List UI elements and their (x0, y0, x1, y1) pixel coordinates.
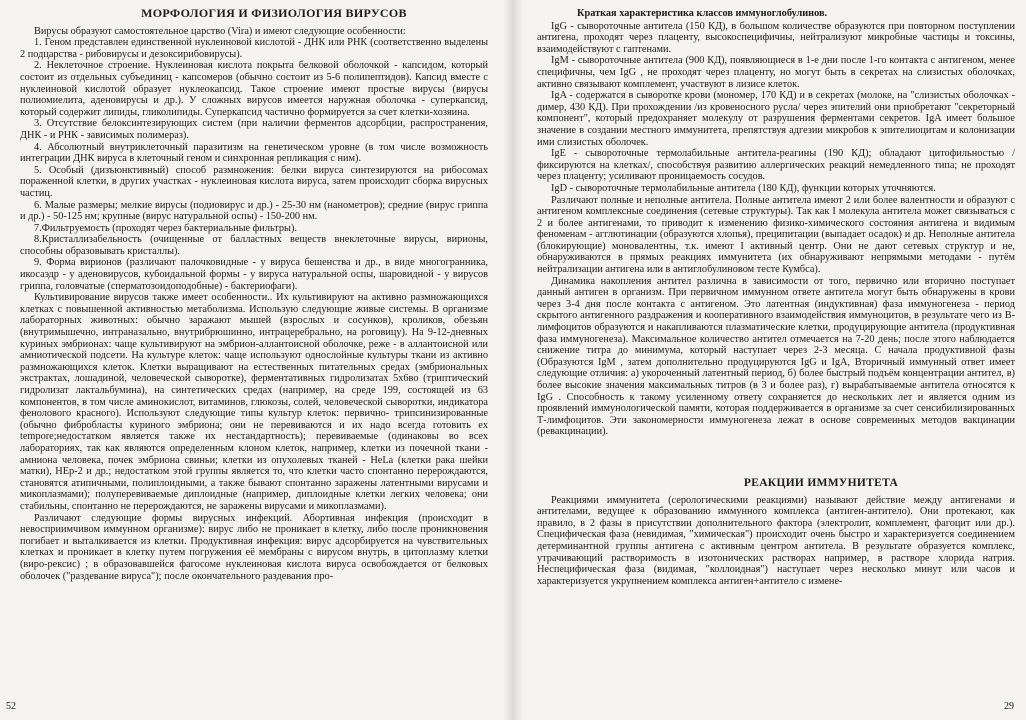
paragraph: Вирусы образуют самостоятельное царство (Vira) и имеют следующие особенности: (34, 25, 406, 37)
paragraph: 9. Форма вирионов (различают палочковидные - у вируса бешенства и др., в виде многогранника, икосаэдр - у аденовирусов, кубоидальной формы - у вируса натуральной оспы, шаровидной - у вирусов гриппа, головчатые (сперматозоидоподобные) - бактериофаги). (20, 257, 488, 292)
paragraph: 5. Особый (дизъюнктивный) способ размножения: белки вируса синтезируются на рибосомах пораженной клетки, в других участках - нуклеиновая кислота вируса, затем происходит сборка вирусных частиц. (20, 164, 488, 199)
paragraph: IgG - сывороточные антитела (150 КД), в большом количестве образуются при повторном поступлении антигена, проходят через плаценту, высокоспецифичны, нейтрализуют микробные частицы и токсины, взаимодействуют с гаптенами. (537, 20, 1015, 55)
paragraph: IgD - сывороточные термолабильные антитела (180 КД), функции которых уточняются. (551, 182, 936, 194)
paragraph: 4. Абсолютный внутриклеточный паразитизм на генетическом уровне (в том числе возможность интеграции ДНК вируса в клеточный геном и синхронная репликация с ним). (20, 141, 488, 165)
paragraph: Культивирование вирусов также имеет особенности.. Их культивируют на активно размножающихся клетках с повышенной активностью метаболизма. Использую следующие живые системы. В организме лабораторных животных: обычно заражают мышей (взрослых и сосунков), кроликов, обезьян (внутримышечно, интраназально, внутрибрюшинно, интрацеребрально, на роговицу). На 9-12-дневных куриных эмбрионах: чаще культивируют на эмбрион-аллантоисной оболочке, реже - в аллантоисной или амниотической подсети. На культуре клеток: чаще используют однослойные культуры ткани из активно размножающихся клеток. Клетки выращивают на естественных питательных средах (эмбриональных экстрактах, лошадиной, человеческой сыворотке), ферментативных гидролизатах 5х6во (триптический гидролизат лактальбумина), на синтетических средах (например, на среде 199, состоящей из 63 компонентов, в том числе аминокислот, витаминов, глюкозы, солей, человеческой сыворотки, индикатора фенолового красного). Используют следующие типы культур клеток: первично- трипсинизированные (обычно фибробласты куриного эмбриона; они не перевиваются и их надо всегда готовить ex tempore;недостатком является также их нестандартность); перевиваемые (одинаковы во всех лабораториях, так как являются определенным клоном клеток, например, клетки из почечной ткани - амниона человека, почек эмбриона свиньи; клетки из опухолевых тканей - HeLa (клетки рака шейки матки), HEp-2 и др.; недостатком этой группы является то, что клетки часто спонтанно перерождаются, становятся атипичными, полиплоидными, а также бывают спонтанно заражены латентными вирусами и микоплазмами); полуперевиваемые диплоидные (например, диплоидные клетки легких человека; они стабильны, спонтанно не перерождаются, не заражены вирусами и микоплазмами). (20, 292, 488, 512)
page-number: 29 (1004, 701, 1014, 712)
section-title: РЕАКЦИИ ИММУНИТЕТА (743, 476, 899, 489)
paragraph: IgM - сывороточные антитела (900 КД), появляющиеся в 1-е дни после 1-го контакта с антигеном, менее специфичны, чем IgG , не проходят через плаценту, но могут быть в секретах на слизистых оболочках, активно связывают комплемент, участвуют в лизисе клеток. (537, 55, 1015, 90)
paragraph: Реакциями иммунитета (серологическими реакциями) называют действие между антигенами и антителами, ведущее к образованию иммунного комплекса (антиген-антитело). Они протекают, как правило, в 2 фазы в присутствии дополнительного фактора (электролит, комплемент, фагоцит или др.). Специфическая фаза (невидимая, "химическая") происходит очень быстро и характеризуется соединением детерминантной группы антигена с активным центром антитела. В результате образуется комплекс, утрачивающий растворимость в изотонических растворах например, в растворе хлорида натрия. Неспецифическая фаза (видимая, "коллоидная") наступает через несколько минут или часов и характеризуется укрупнением комплекса антиген+антитело с измене- (537, 494, 1015, 587)
paragraph: 3. Отсутствие белоксинтезирующих систем (при наличии ферментов адсорбции, распространения, ДНК - и РНК - зависимых полимераз). (20, 118, 488, 141)
paragraph: 2. Неклеточное строение. Нуклеиновая кислота покрыта белковой оболочкой - капсидом, который состоит из отдельных субъединиц - капсомеров (обычно состоит из 5-6 полипептидов). Капсид вместе с нуклеиновой кислотой образует нуклеокапсид. Такое строение имеют простые вирусы (вирусы полиомиелита, аденовирусы и др.). У сложных вирусов имеется наружная оболочка - суперкапсид, который содержит липиды, гликолипиды. Суперкапсид частично формируется за счет клетки-хозяина. (20, 60, 488, 118)
chapter-title: МОРФОЛОГИЯ И ФИЗИОЛОГИЯ ВИРУСОВ (141, 6, 407, 20)
paragraph: 1. Геном представлен единственной нуклеиновой кислотой - ДНК или РНК (соответственно выделены 2 подцарства - рибовирусы и дезоксирибовирусы). (20, 37, 488, 60)
section-subheading: Краткая характеристика классов иммуноглобулинов. (577, 8, 828, 19)
paragraph: Различают полные и неполные антитела. Полные антитела имеют 2 или более валентности и образуют с антигеном комплексные соединения (сетевые структуры). Так как I молекула антитела может связываться с 2 и более антигенами, то приводит к изменению физико-химического состояния антигена и видимым феноменам - агглютинации (образуются хлопья), преципитации (выпадает осадок) и др. Неполные антитела (блокирующие) моновалентны, т.к. имеют I активный центр. Они не дают сетевых структур и не, обнаруживаются в прямых реакциях иммунитета (их обнаруживают непрямыми методами - путём нейтрализации антигена или в антиглобулиновом тесте Кумбса). (537, 194, 1015, 276)
paragraph: 6. Малые размеры; мелкие вирусы (подиовирус и др.) - 25-30 нм (нанометров); средние (вирус гриппа и др.) - 50-125 нм; крупные (вирус натуральной оспы) - 150-200 нм. (20, 199, 488, 223)
left-text-column (20, 8, 488, 582)
page-number: 52 (6, 701, 16, 712)
right-page (513, 0, 1026, 720)
paragraph: Динамика накопления антител различна в зависимости от того, первично или вторично поступает данный антиген в организм. При первичном иммунном ответе антитела могут быть обнаружены в крови через 3-4 дня после контакта с антигеном. Это латентная (индуктивная) фаза иммуногенеза - период скрытого антигенного раздражения и кооперативного взаимодействия иммуноцитов, в результате чего из В-лимфоцитов образуются и накапливаются плазматические клетки, продуцирующие антитела (продуктивная фаза иммуногенеза). Максимальное количество антител отмечается на 7-20 день; после этого наблюдается снижение титра до минимума, который наступает через 2-3 месяца. С начала продуктивной фазы (Образуются IgM , затем дополнительно продуцируются IgG и IgA, Вторичный иммунный ответ имеет следующие отличия: а) укороченный латентный период, б) более быстрый подъём концентрации антител, в) более высокие значения максимальных титров (в 3 и более раз), г) вырабатываемые антитела относятся к IgG . Способность к такому усиленному ответу сохраняется до нескольких лет и является одним из проявлений иммунологической памяти, которая поддерживается в организме за счет сенсибилизированных Т-лимфоцитов. Эти закономерности иммуногенеза лежат в основе современных методов вакцинации (ревакцинации). (537, 275, 1015, 438)
paragraph: 7.Фильтруемость (проходят через бактериальные фильтры). (34, 222, 297, 234)
paragraph: Различают следующие формы вирусных инфекций. Абортивная инфекция (происходит в невосприимчивом иммунном организме): вирус либо не проникает в клетку, либо после проникновения погибает и выталкивается из клетки. Продуктивная инфекция: вирус адсорбируется на чувствительных клетках и проникает в клетку путем погружения её мембраны с вирусом внутрь, в цитоплазму клетки (виро-рексис) ; в образовавшейся фагосоме нуклеиновая кислота вируса освобождается от белковых оболочек ("раздевание вируса"); после окончательного раздевания про- (20, 512, 488, 582)
paragraph: IgA - содержатся в сыворотке крови (мономер, 170 КД) и в секретах (молоке, на "слизистых оболочках - димер, 430 КД). При прохождении /из кровеносного русла/ через эпителий они приобретают "секреторный компонент", который предохраняет молекулу от разрушения ферментами секретов. IgA имеет большое значение в создании местного иммунитета, препятствуя адгезии микробов к эпителиоцитам и колонизации ими слизистых оболочек. (537, 90, 1015, 148)
paragraph: 8.Кристаллизабельность (очищенные от балластных веществ внеклеточные вирусы, вирионы, способны образовывать кристаллы). (20, 234, 488, 257)
right-text-column (537, 8, 1015, 587)
paragraph: IgE - сывороточные термолабильные антитела-реагины (190 КД); обладают цитофильностью /фиксируются на клетках/, способствуя развитию аллергических реакций немедленного типа; не проходят через плаценту; усиливают проницаемость сосудов. (537, 148, 1015, 183)
